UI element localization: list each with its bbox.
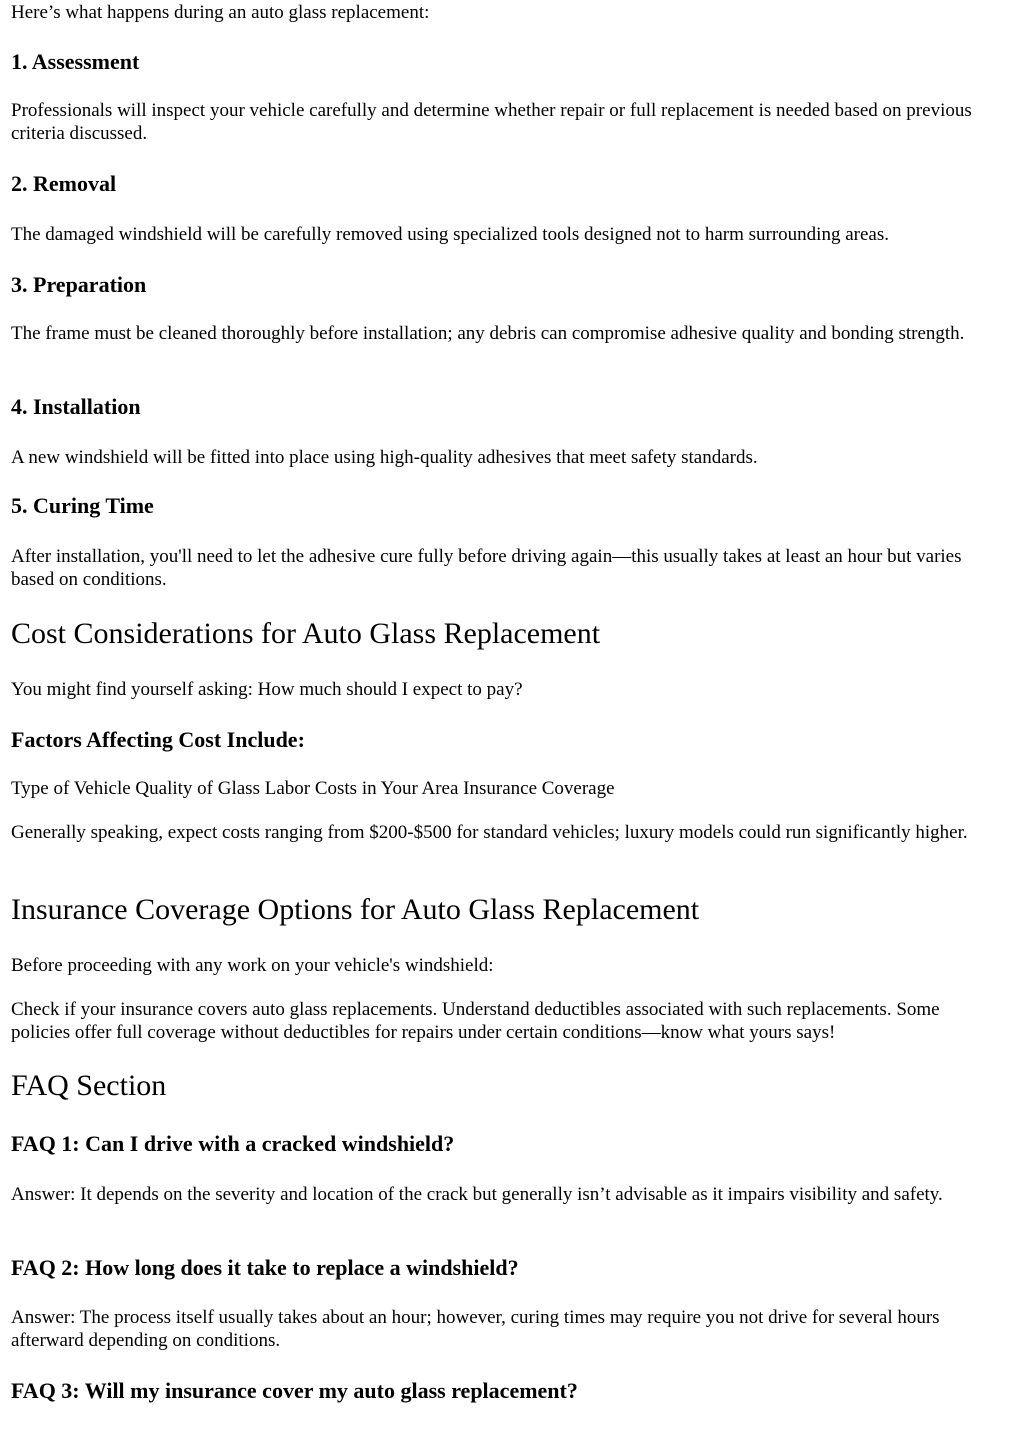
insurance-section-title: Insurance Coverage Options for Auto Glass Replacement	[11, 893, 700, 926]
cost-factors-list: Type of Vehicle Quality of Glass Labor Costs in Your Area Insurance Coverage	[11, 778, 615, 799]
faq-section-title: FAQ Section	[11, 1069, 167, 1102]
step-2-heading: 2. Removal	[11, 171, 117, 196]
step-2-body: The damaged windshield will be carefully removed using specialized tools designed not to harm surrounding areas.	[11, 224, 889, 245]
step-4-heading: 4. Installation	[11, 394, 141, 419]
cost-factors-heading: Factors Affecting Cost Include:	[11, 727, 305, 752]
step-5-heading: 5. Curing Time	[11, 493, 154, 518]
cost-section-title: Cost Considerations for Auto Glass Replacement	[11, 617, 601, 650]
faq-1-question: FAQ 1: Can I drive with a cracked windshield?	[11, 1131, 455, 1156]
insurance-intro: Before proceeding with any work on your vehicle's windshield:	[11, 955, 494, 976]
intro-text: Here’s what happens during an auto glass replacement:	[11, 2, 430, 23]
step-1-heading: 1. Assessment	[11, 49, 140, 74]
faq-2-question: FAQ 2: How long does it take to replace a windshield?	[11, 1255, 519, 1280]
step-3-body: The frame must be cleaned thoroughly before installation; any debris can compromise adhesive quality and bonding strength.	[11, 323, 965, 344]
step-3-heading: 3. Preparation	[11, 272, 147, 297]
faq-2-answer: Answer: The process itself usually takes about an hour; however, curing times may require you not drive for several hours afterward depending on conditions.	[11, 1307, 940, 1351]
step-5-body: After installation, you'll need to let the adhesive cure fully before driving again—this usually takes at least an hour but varies based on conditions.	[11, 546, 962, 590]
step-1-body: Professionals will inspect your vehicle carefully and determine whether repair or full replacement is needed based on previous criteria discussed.	[11, 100, 972, 144]
step-4-body: A new windshield will be fitted into place using high-quality adhesives that meet safety standards.	[11, 447, 758, 468]
faq-1-answer: Answer: It depends on the severity and location of the crack but generally isn’t advisable as it impairs visibility and safety.	[11, 1184, 943, 1205]
faq-3-question: FAQ 3: Will my insurance cover my auto glass replacement?	[11, 1378, 578, 1403]
cost-question: You might find yourself asking: How much should I expect to pay?	[11, 679, 523, 700]
insurance-details: Check if your insurance covers auto glass replacements. Understand deductibles associated with such replacements. Some policies offer full coverage without deductibles for repairs under certain conditions—know what yours says!	[11, 999, 940, 1043]
cost-range-text: Generally speaking, expect costs ranging from $200-$500 for standard vehicles; luxury models could run significantly higher.	[11, 822, 968, 843]
